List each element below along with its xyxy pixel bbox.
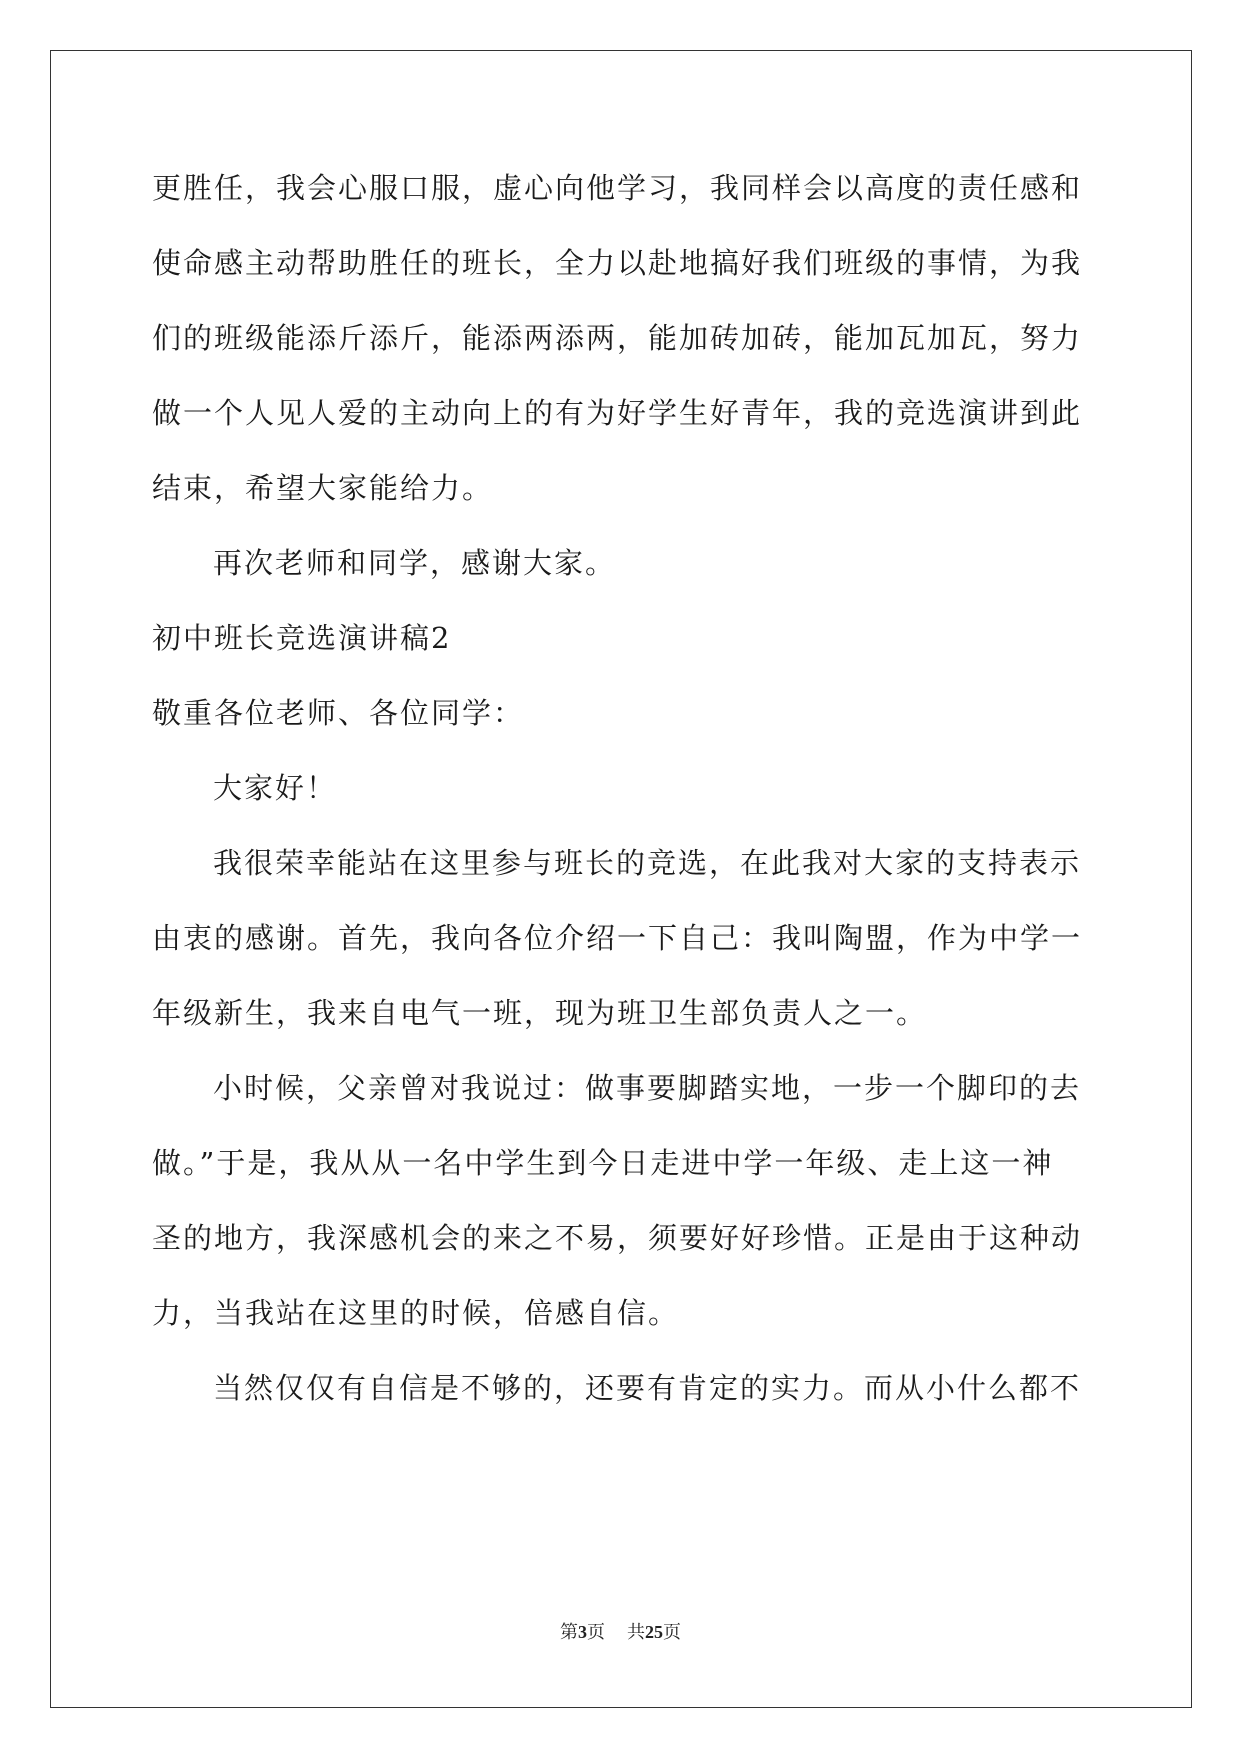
paragraph-line: 们的班级能添斤添斤，能添两添两，能加砖加砖，能加瓦加瓦，努力 (152, 321, 1083, 355)
paragraph-line: 年级新生，我来自电气一班，现为班卫生部负责人之一。 (152, 996, 928, 1030)
paragraph-line: 由衷的感谢。首先，我向各位介绍一下自己：我叫陶盟，作为中学一 (152, 921, 1083, 955)
paragraph-line: 结束，希望大家能给力。 (152, 471, 494, 505)
paragraph-line: 做。”于是，我从从一名中学生到今日走进中学一年级、走上这一神 (152, 1146, 1054, 1180)
section-heading: 初中班长竞选演讲稿2 (152, 621, 452, 655)
paragraph-line: 当然仅仅有自信是不够的，还要有肯定的实力。而从小什么都不 (213, 1371, 1082, 1405)
paragraph-line: 圣的地方，我深感机会的来之不易，须要好好珍惜。正是由于这种动 (152, 1221, 1083, 1255)
page-prefix: 第 (560, 1622, 578, 1643)
paragraph-line: 使命感主动帮助胜任的班长，全力以赴地搞好我们班级的事情，为我 (152, 246, 1083, 280)
total-prefix: 共 (627, 1622, 645, 1643)
current-page-number: 3 (578, 1622, 587, 1642)
page-suffix: 页 (587, 1622, 605, 1643)
page-footer (0, 1620, 1241, 1645)
paragraph-line: 更胜任，我会心服口服，虚心向他学习，我同样会以高度的责任感和 (152, 171, 1083, 205)
total-suffix: 页 (663, 1622, 681, 1643)
total-page-number: 25 (645, 1622, 663, 1642)
salutation: 敬重各位老师、各位同学： (152, 696, 525, 730)
paragraph-line: 再次老师和同学，感谢大家。 (213, 546, 617, 580)
paragraph-line: 力，当我站在这里的时候，倍感自信。 (152, 1296, 680, 1330)
paragraph-line: 做一个人见人爱的主动向上的有为好学生好青年，我的竞选演讲到此 (152, 396, 1083, 430)
paragraph-line: 我很荣幸能站在这里参与班长的竞选，在此我对大家的支持表示 (213, 846, 1082, 880)
paragraph-line: 小时候，父亲曾对我说过：做事要脚踏实地，一步一个脚印的去 (213, 1071, 1082, 1105)
greeting: 大家好！ (213, 771, 338, 805)
